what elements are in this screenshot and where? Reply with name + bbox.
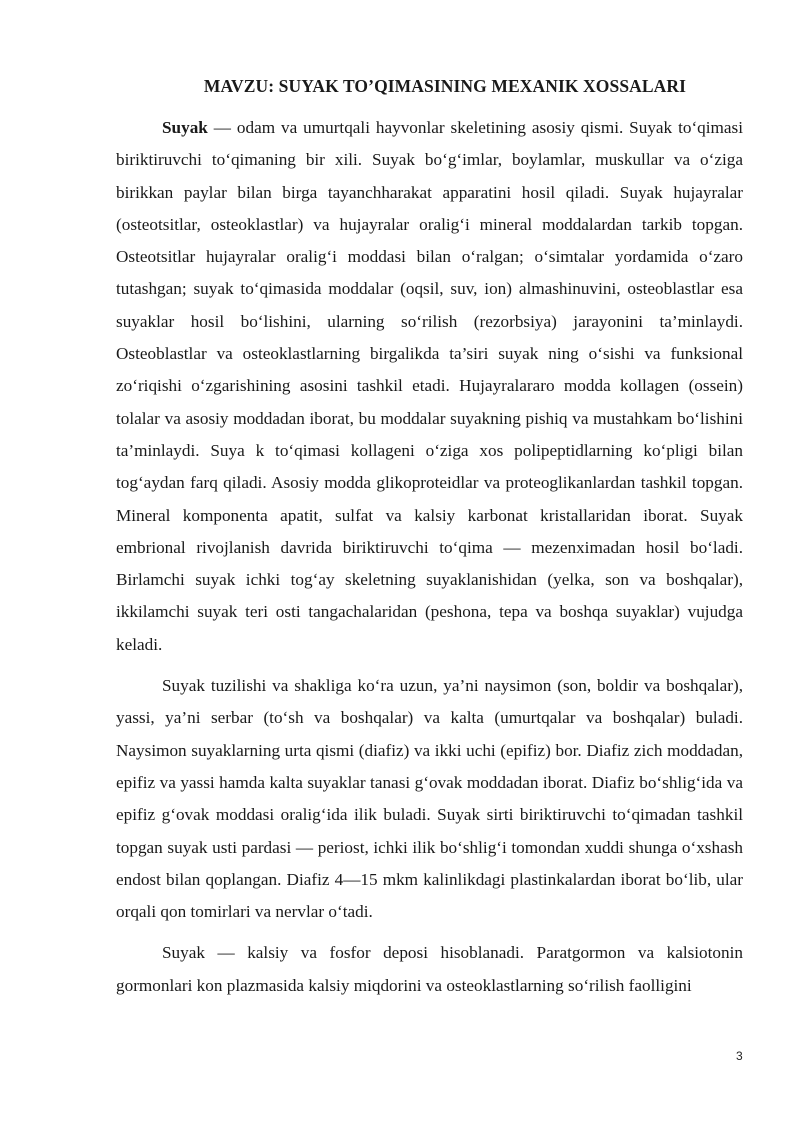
paragraph-text: — odam va umurtqali hayvonlar skeletining asosiy qismi. Suyak to‘qimasi biriktiruvchi to‘qimaning bir xili. Suyak bo‘g‘imlar, boylamlar, muskullar va o‘ziga birikkan paylar bilan birga tayanchharakat apparatini hosil qiladi. Suyak hujayralar (osteotsitlar, osteoklastlar) va hujayralar oralig‘i mineral moddalardan tarkib topgan. Osteotsitlar hujayralar oralig‘i moddasi bilan o‘ralgan; o‘simtalar yordamida o‘zaro tutashgan; suyak to‘qimasida moddalar (oqsil, suv, ion) almashinuvini, osteoblastlar esa suyaklar hosil bo‘lishini, ularning so‘rilish (rezorbsiya) jarayonini ta’minlaydi. Osteoblastlar va osteoklastlarning birgalikda ta’siri suyak ning o‘sishi va funksional zo‘riqishi o‘zgarishining asosini tashkil etadi. Hujayralararo modda kollagen (ossein) tolalar va asosiy moddadan iborat, bu moddalar suyakning pishiq va mustahkam bo‘lishini ta’minlaydi. Suya k to‘qimasi kollageni o‘ziga xos polipeptidlarning ko‘pligi bilan tog‘aydan farq qiladi. Asosiy modda glikoproteidlar va proteoglikanlardan tashkil topgan. Mineral komponenta apatit, sulfat va kalsiy karbonat kristallaridan iborat. Suyak embrional rivojlanish davrida biriktiruvchi to‘qima — mezenximadan hosil bo‘ladi. Birlamchi suyak ichki tog‘ay skeletning suyaklanishidan (yelka, son va boshqalar), ikkilamchi suyak teri osti tangachalaridan (peshona, tepa va boshqa suyaklar) vujudga keladi.: [116, 118, 743, 654]
paragraph: Suyak tuzilishi va shakliga ko‘ra uzun, ya’ni naysimon (son, boldir va boshqalar), yassi, ya’ni serbar (to‘sh va boshqalar) va kalta (umurtqalar va boshqalar) buladi. Naysimon suyaklarning urta qismi (diafiz) va ikki uchi (epifiz) bor. Diafiz zich moddadan, epifiz va yassi hamda kalta suyaklar tanasi g‘ovak moddadan iborat. Diafiz bo‘shlig‘ida va epifiz g‘ovak moddasi oralig‘ida ilik buladi. Suyak sirti biriktiruvchi to‘qimadan tashkil topgan suyak usti pardasi — periost, ichki ilik bo‘shlig‘i tomondan xuddi shunga o‘xshash endost bilan qoplangan. Diafiz 4—15 mkm kalinlikdagi plastinkalardan iborat bo‘lib, ular orqali qon tomirlari va nervlar o‘tadi.: [116, 676, 743, 922]
paragraph: [116, 112, 743, 661]
paragraph: Suyak — kalsiy va fosfor deposi hisoblanadi. Paratgormon va kalsiotonin gormonlari kon plazmasida kalsiy miqdorini va osteoklastlarning so‘rilish faolligini: [116, 943, 743, 995]
paragraph-lead-term: Suyak: [162, 118, 208, 137]
document-body: [116, 112, 743, 1002]
document-title: MAVZU: SUYAK TO’QIMASINING MEXANIK XOSSALARI: [203, 76, 687, 96]
page-number: 3: [736, 1049, 743, 1063]
